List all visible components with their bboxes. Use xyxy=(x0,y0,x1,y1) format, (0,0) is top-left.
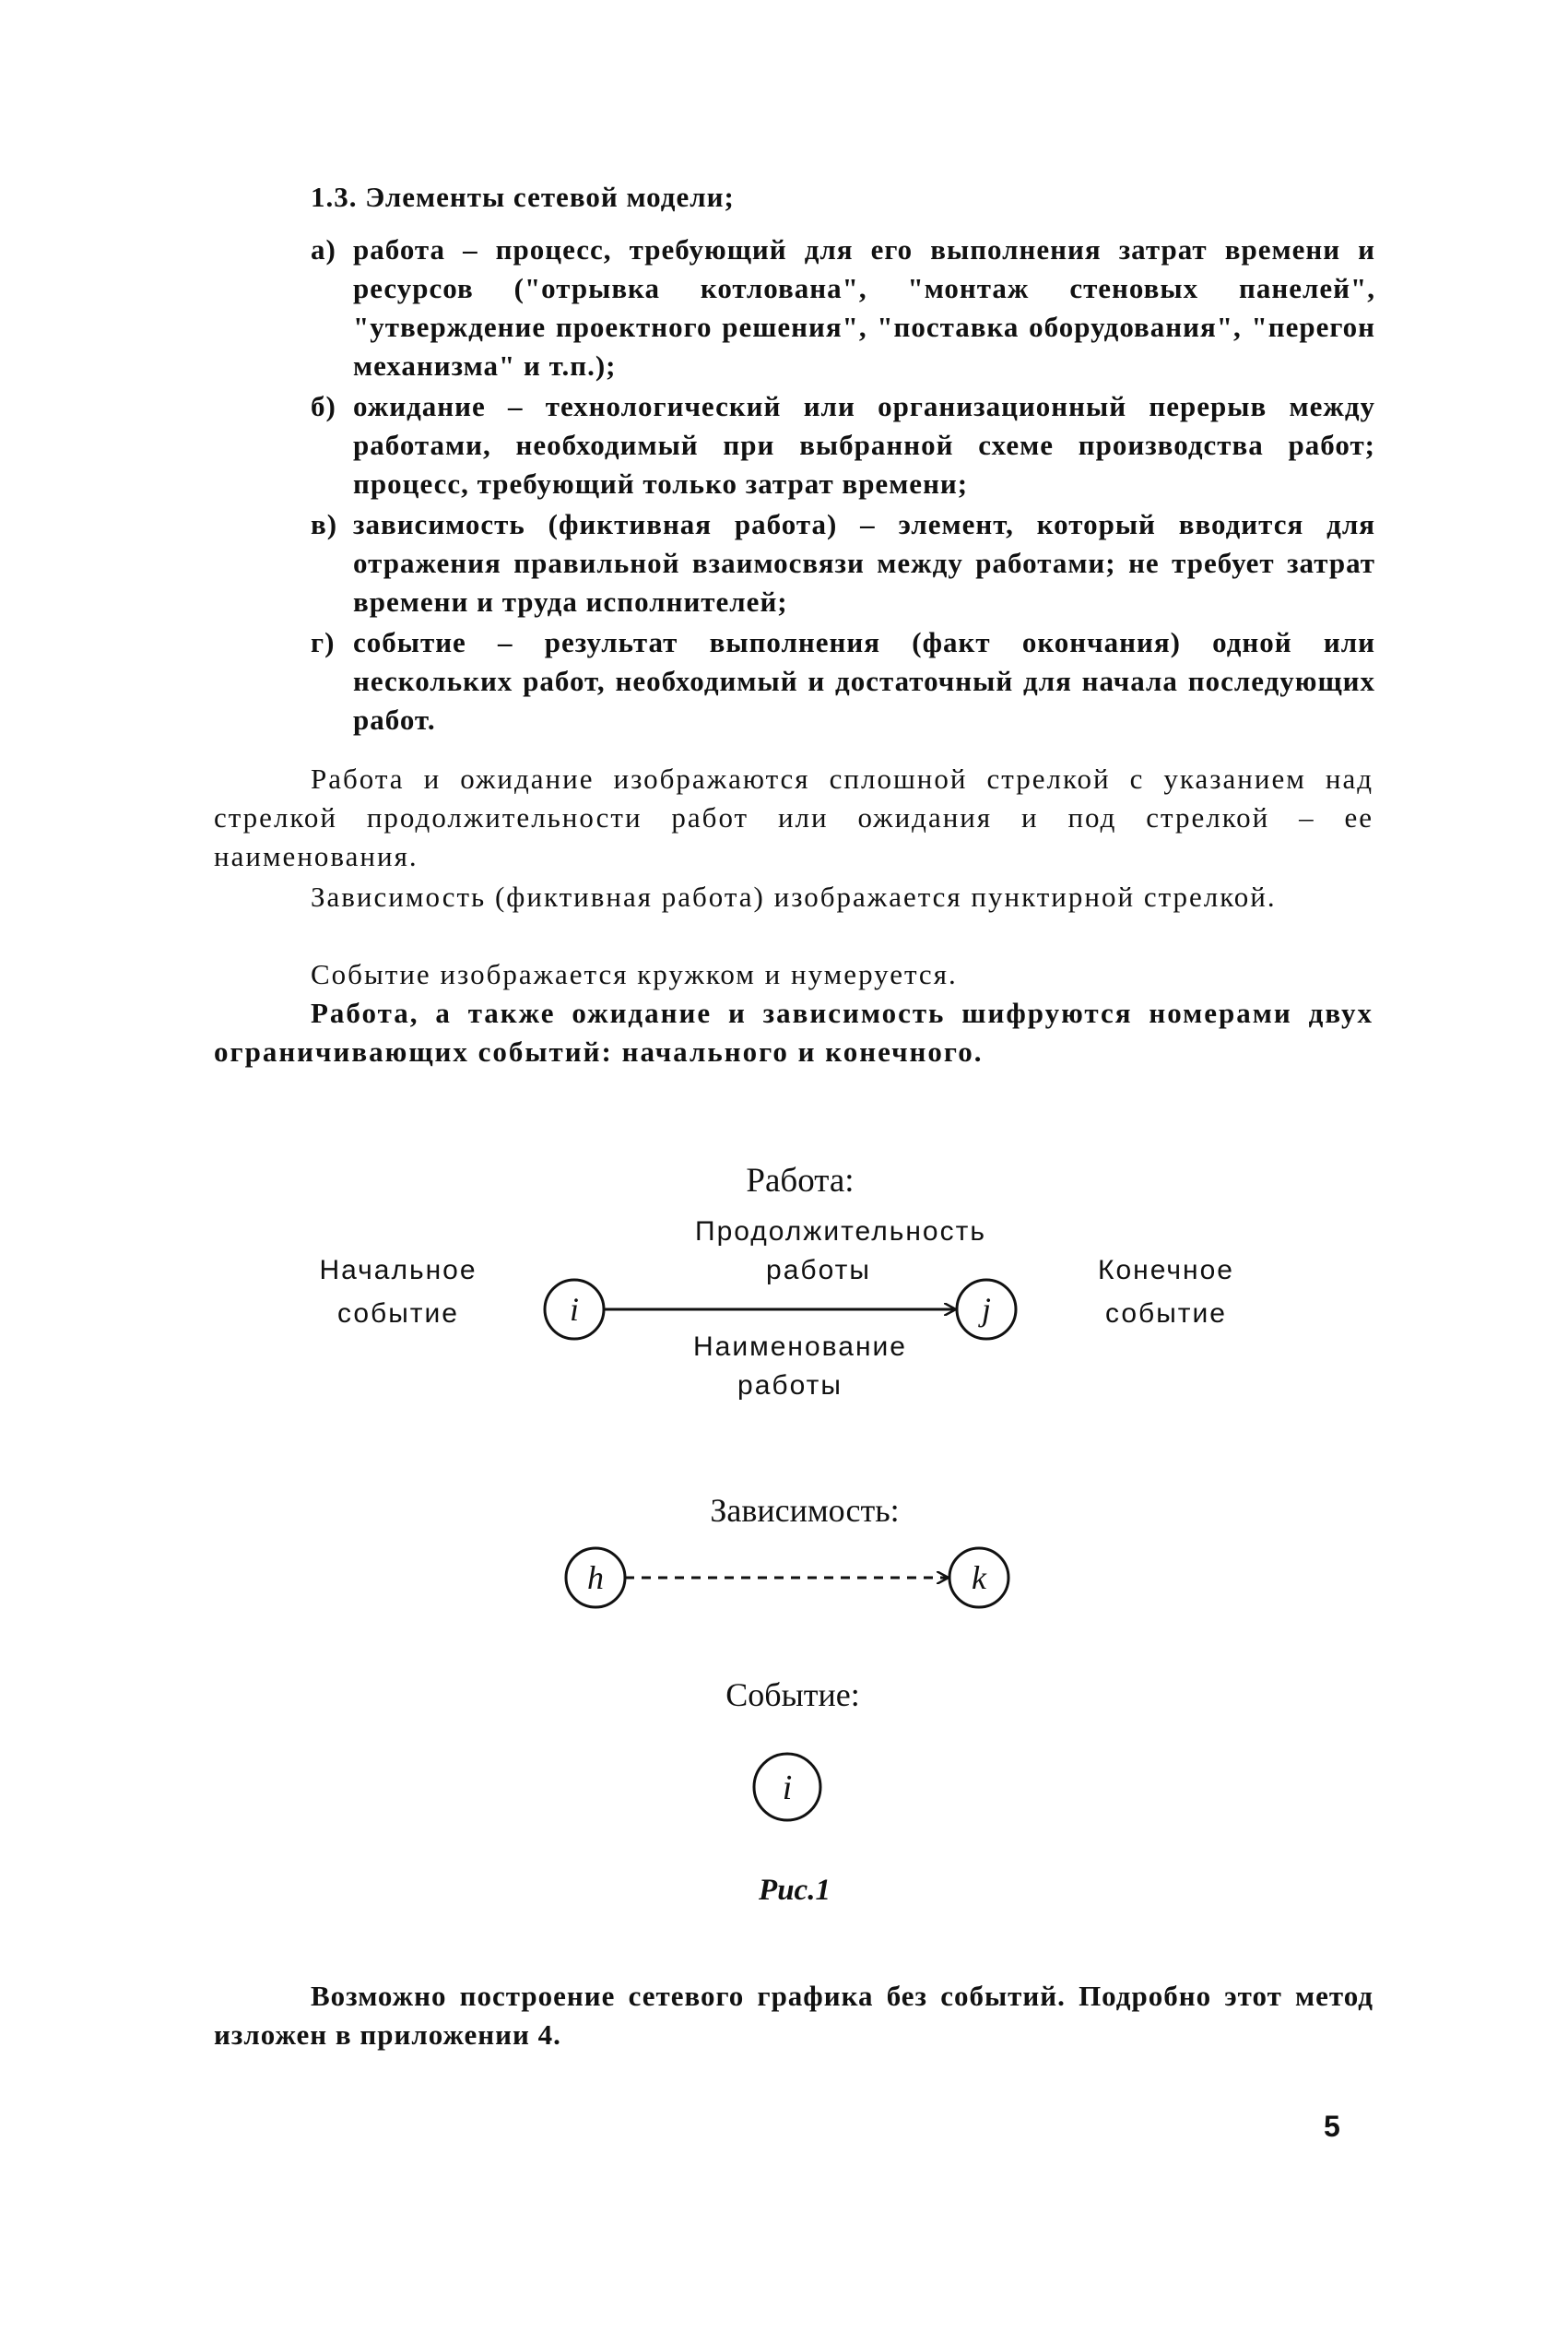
event-label-single: i xyxy=(782,1769,793,1807)
paragraph-dependency-notation: Зависимость (фиктивная работа) изображается пунктирной стрелкой. xyxy=(311,881,1277,913)
event-title: Событие: xyxy=(725,1676,860,1713)
duration-label-line1: Продолжительность xyxy=(695,1216,986,1247)
definition-text: событие – результат выполнения (факт окончания) одной или нескольких работ, необходимый и достаточный для начала последующих работ. xyxy=(353,626,1375,736)
paragraph-encoding: Работа, а также ожидание и зависимость шифруются номерами двух ограничивающих событий: начального и конечного. xyxy=(214,997,1373,1068)
end-event-label-line2: событие xyxy=(1105,1298,1227,1329)
duration-label-line2: работы xyxy=(766,1255,871,1285)
paragraph-network-without-events: Возможно построение сетевого графика без событий. Подробно этот метод изложен в приложении 4. xyxy=(214,1980,1373,2051)
start-event-label-line2: событие xyxy=(337,1298,459,1329)
end-event-label-line1: Конечное xyxy=(1098,1255,1234,1285)
event-label-k: k xyxy=(972,1559,986,1596)
section-title: 1.3. Элементы сетевой модели; xyxy=(311,181,735,213)
definition-letter: в) xyxy=(311,508,338,540)
definition-letter: б) xyxy=(311,390,336,422)
name-label-line2: работы xyxy=(737,1370,843,1401)
name-label-line1: Наименование xyxy=(693,1331,907,1362)
definition-letter: г) xyxy=(311,626,336,658)
event-label-h: h xyxy=(587,1559,604,1596)
event-label-i: i xyxy=(569,1291,580,1328)
paragraph-event-notation: Событие изображается кружком и нумеруется. xyxy=(311,958,958,990)
definition-text: ожидание – технологический или организационный перерыв между работами, необходимый при выбранной схеме производства работ; процесс, требующий только затрат времени; xyxy=(353,390,1375,500)
start-event-label-line1: Начальное xyxy=(319,1255,477,1285)
work-title: Работа: xyxy=(746,1162,855,1200)
event-label-j: j xyxy=(981,1291,992,1328)
definition-text: работа – процесс, требующий для его выполнения затрат времени и ресурсов ("отрывка котлована", "монтаж стеновых панелей", "утверждение проектного решения", "поставка оборудования", "перегон механизма" и т.п.); xyxy=(353,233,1375,382)
figure-caption: Рис.1 xyxy=(759,1874,831,1907)
definition-text: зависимость (фиктивная работа) – элемент, который вводится для отражения правильной взаимосвязи между работами; не требует затрат времени и труда исполнителей; xyxy=(353,508,1375,618)
page-number: 5 xyxy=(1324,2110,1340,2143)
dependency-title: Зависимость: xyxy=(710,1492,900,1529)
definition-letter: а) xyxy=(311,233,336,266)
paragraph-work-notation: Работа и ожидание изображаются сплошной стрелкой с указанием над стрелкой продолжительности работ или ожидания и под стрелкой – ее наименования. xyxy=(214,763,1373,872)
